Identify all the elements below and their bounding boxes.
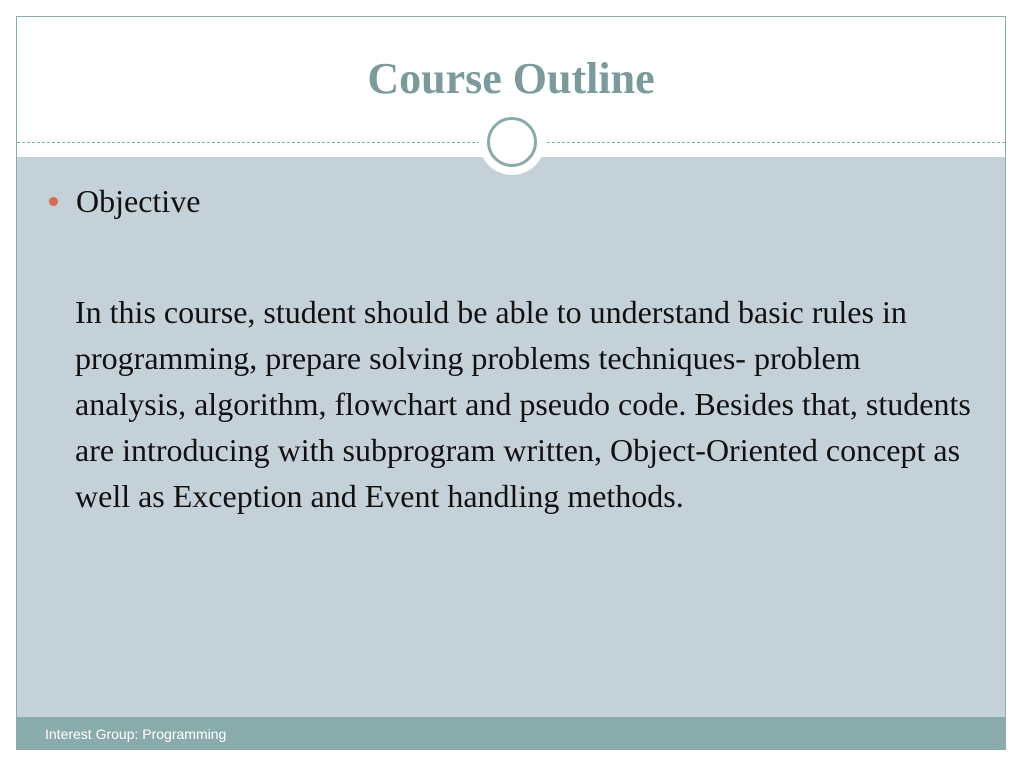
bullet-label: Objective [76, 183, 201, 219]
circle-ring-icon [487, 117, 537, 167]
footer-bar [17, 717, 1005, 750]
slide-title: Course Outline [367, 54, 655, 103]
bullet-item [49, 181, 200, 221]
slide [16, 16, 1006, 750]
bullet-dot-icon [49, 197, 58, 206]
objective-paragraph: In this course, student should be able to understand basic rules in programming, prepare solving problems techniques- problem analysis, algorithm, flowchart and pseudo code. Besides that, students are introducing with subprogram written, Object-Oriented concept as well as Exception and Event handling methods. [75, 294, 971, 514]
footer-text: Interest Group: Programming [45, 726, 227, 742]
